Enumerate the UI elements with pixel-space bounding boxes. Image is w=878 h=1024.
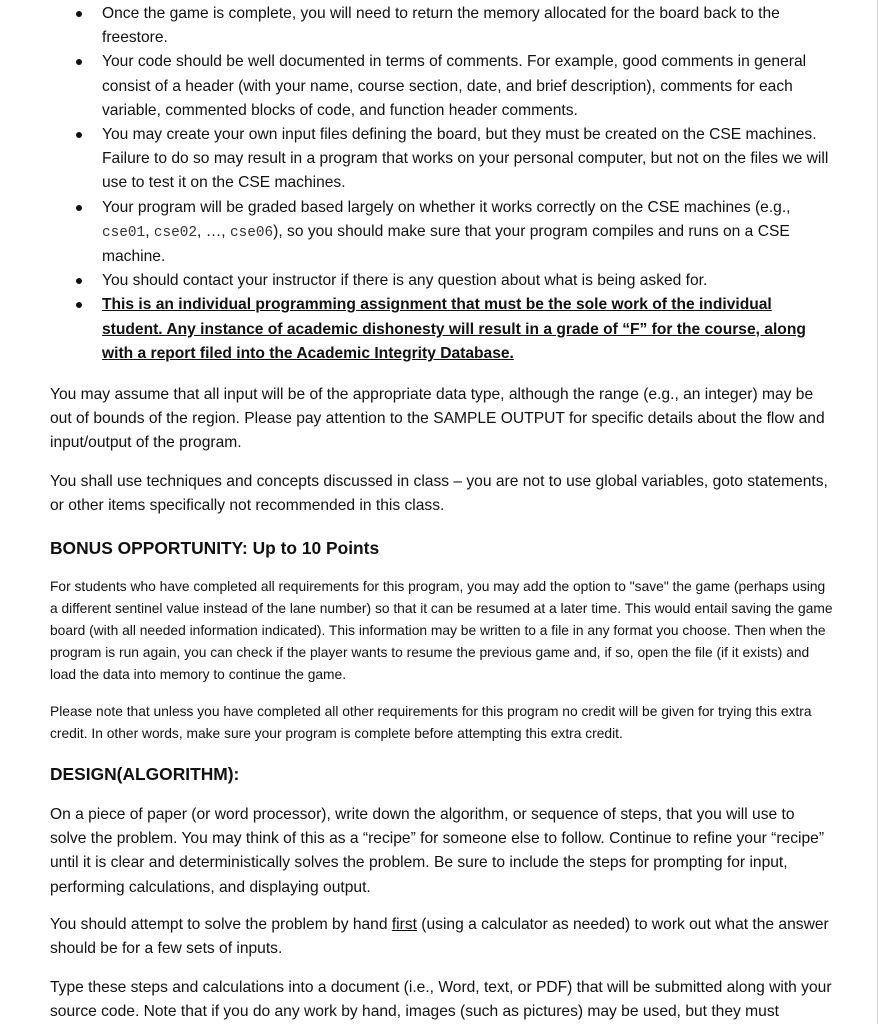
techniques-paragraph: You shall use techniques and concepts discussed in class – you are not to use global variables, goto statements, or other items specifically not recommended in this class. bbox=[50, 473, 828, 515]
input-assumption-paragraph: You may assume that all input will be of the appropriate data type, although the range (e.g., an integer) may be out of bounds of the region. Please pay attention to the SAMPLE OUTPUT for specific details about the flow and input/output of the program. bbox=[50, 386, 825, 452]
emphasis-first: first bbox=[391, 916, 417, 933]
machine-name: cse02 bbox=[153, 224, 198, 241]
bullet-icon bbox=[76, 205, 82, 211]
design-paragraph-2: You should attempt to solve the problem by hand first (using a calculator as needed) to work out what the answer should be for a few sets of inputs. bbox=[50, 916, 829, 958]
requirements-list bbox=[74, 2, 834, 366]
bullet-icon bbox=[76, 278, 82, 284]
bullet-icon bbox=[76, 11, 82, 17]
design-paragraph-3: Type these steps and calculations into a document (i.e., Word, text, or PDF) that will be submitted along with your source code. Note that if you do any work by hand, images (such as pictures) may be used, but they must bbox=[50, 979, 832, 1021]
list-item: Your program will be graded based largely on whether it works correctly on the CSE machines (e.g., cse01, cse02, …, cse06), so you should make sure that your program compiles and runs on a CSE machine. bbox=[74, 196, 834, 270]
bullet-icon bbox=[76, 302, 82, 308]
machine-name: cse01 bbox=[102, 224, 146, 241]
bullet-icon bbox=[76, 132, 82, 138]
design-heading: DESIGN(ALGORITHM): bbox=[50, 764, 240, 784]
bonus-paragraph-1: For students who have completed all requirements for this program, you may add the option to "save" the game (perhaps using a different sentinel value instead of the lane number) so that it can be resumed at a later time. This would entail saving the game board (with all needed information indicated). This information may be written to a file in any format you choose. Then when the program is run again, you can check if the player wants to resume the previous game and, if so, open the file (if it exists) and load the data into memory to continue the game. bbox=[50, 579, 833, 682]
design-paragraph-1: On a piece of paper (or word processor), write down the algorithm, or sequence of steps, that you will use to solve the problem. You may think of this as a “recipe” for someone else to follow. Continue to refine your “recipe” until it is clear and deterministically solves the problem. Be sure to include the steps for prompting for input, performing calculations, and displaying output. bbox=[50, 806, 825, 896]
list-item: You should contact your instructor if there is any question about what is being asked for. bbox=[74, 269, 834, 293]
bonus-paragraph-2: Please note that unless you have completed all other requirements for this program no credit will be given for trying this extra credit. In other words, make sure your program is complete before attempting this extra credit. bbox=[50, 704, 812, 741]
list-item: Your code should be well documented in terms of comments. For example, good comments in general consist of a header (with your name, course section, date, and brief description), comments for each variable, commented blocks of code, and function header comments. bbox=[74, 50, 834, 123]
list-item: Once the game is complete, you will need to return the memory allocated for the board back to the freestore. bbox=[74, 2, 834, 50]
bonus-heading-block bbox=[50, 536, 835, 560]
bullet-icon bbox=[76, 59, 82, 65]
machine-name: cse06 bbox=[229, 224, 274, 241]
list-item: You may create your own input files defining the board, but they must be created on the CSE machines. Failure to do so may result in a program that works on your personal computer, but not on the files we will use to test it on the CSE machines. bbox=[74, 123, 834, 196]
bonus-heading: BONUS OPPORTUNITY: Up to 10 Points bbox=[50, 538, 380, 558]
design-heading-block bbox=[50, 762, 835, 786]
academic-integrity-notice: This is an individual programming assignment that must be the sole work of the individual student. Any instance of academic dishonesty will result in a grade of “F” for the course, along with a report filed into the Academic Integrity Database. bbox=[74, 293, 834, 366]
